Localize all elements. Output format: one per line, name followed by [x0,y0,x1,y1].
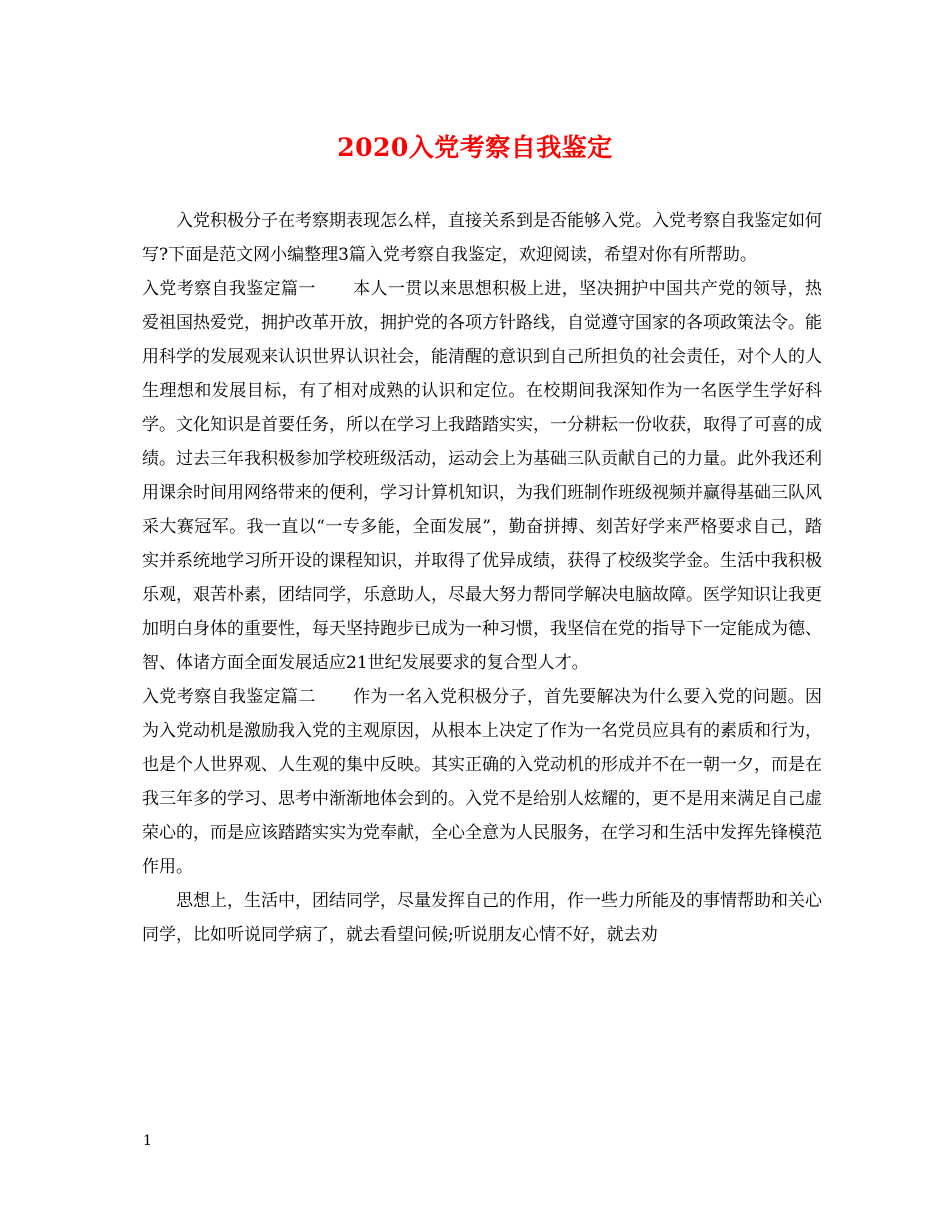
page-number: 1 [143,1133,152,1149]
section-1-paragraph [142,272,822,680]
document-body [142,204,822,952]
section-2-heading: 入党考察自我鉴定篇二 [142,687,316,707]
intro-paragraph: 入党积极分子在考察期表现怎么样，直接关系到是否能够入党。入党考察自我鉴定如何写?下面是范文网小编整理3篇入党考察自我鉴定，欢迎阅读，希望对你有所帮助。 [142,211,822,265]
last-paragraph: 思想上，生活中，团结同学，尽量发挥自己的作用，作一些力所能及的事情帮助和关心同学，比如听说同学病了，就去看望问候;听说朋友心情不好，就去劝 [142,891,822,945]
section-1-heading: 入党考察自我鉴定篇一 [142,279,316,299]
section-2-paragraph [142,680,822,884]
section-2-text: 作为一名入党积极分子，首先要解决为什么要入党的问题。因为入党动机是激励我入党的主观原因，从根本上决定了作为一名党员应具有的素质和行为，也是个人世界观、人生观的集中反映。其实正确的入党动机的形成并不在一朝一夕，而是在我三年多的学习、思考中渐渐地体会到的。入党不是给别人炫耀的，更不是用来满足自己虚荣心的，而是应该踏踏实实为党奉献，全心全意为人民服务，在学习和生活中发挥先锋模范作用。 [142,687,822,877]
section-1-text: 本人一贯以来思想积极上进，坚决拥护中国共产党的领导，热爱祖国热爱党，拥护改革开放，拥护党的各项方针路线，自觉遵守国家的各项政策法令。能用科学的发展观来认识世界认识社会，能清醒的意识到自己所担负的社会责任，对个人的人生理想和发展目标，有了相对成熟的认识和定位。在校期间我深知作为一名医学生学好科学。文化知识是首要任务，所以在学习上我踏踏实实，一分耕耘一份收获，取得了可喜的成绩。过去三年我积极参加学校班级活动，运动会上为基础三队贡献自己的力量。此外我还利用课余时间用网络带来的便利，学习计算机知识，为我们班制作班级视频并赢得基础三队风采大赛冠军。我一直以“一专多能，全面发展”，勤奋拼搏、刻苦好学来严格要求自己，踏实并系统地学习所开设的课程知识，并取得了优异成绩，获得了校级奖学金。生活中我积极乐观，艰苦朴素，团结同学，乐意助人，尽最大努力帮同学解决电脑故障。医学知识让我更加明白身体的重要性，每天坚持跑步已成为一种习惯，我坚信在党的指导下一定能成为德、智、体诸方面全面发展适应21世纪发展要求的复合型人才。 [142,279,822,673]
document-title: 2020入党考察自我鉴定 [337,133,613,162]
